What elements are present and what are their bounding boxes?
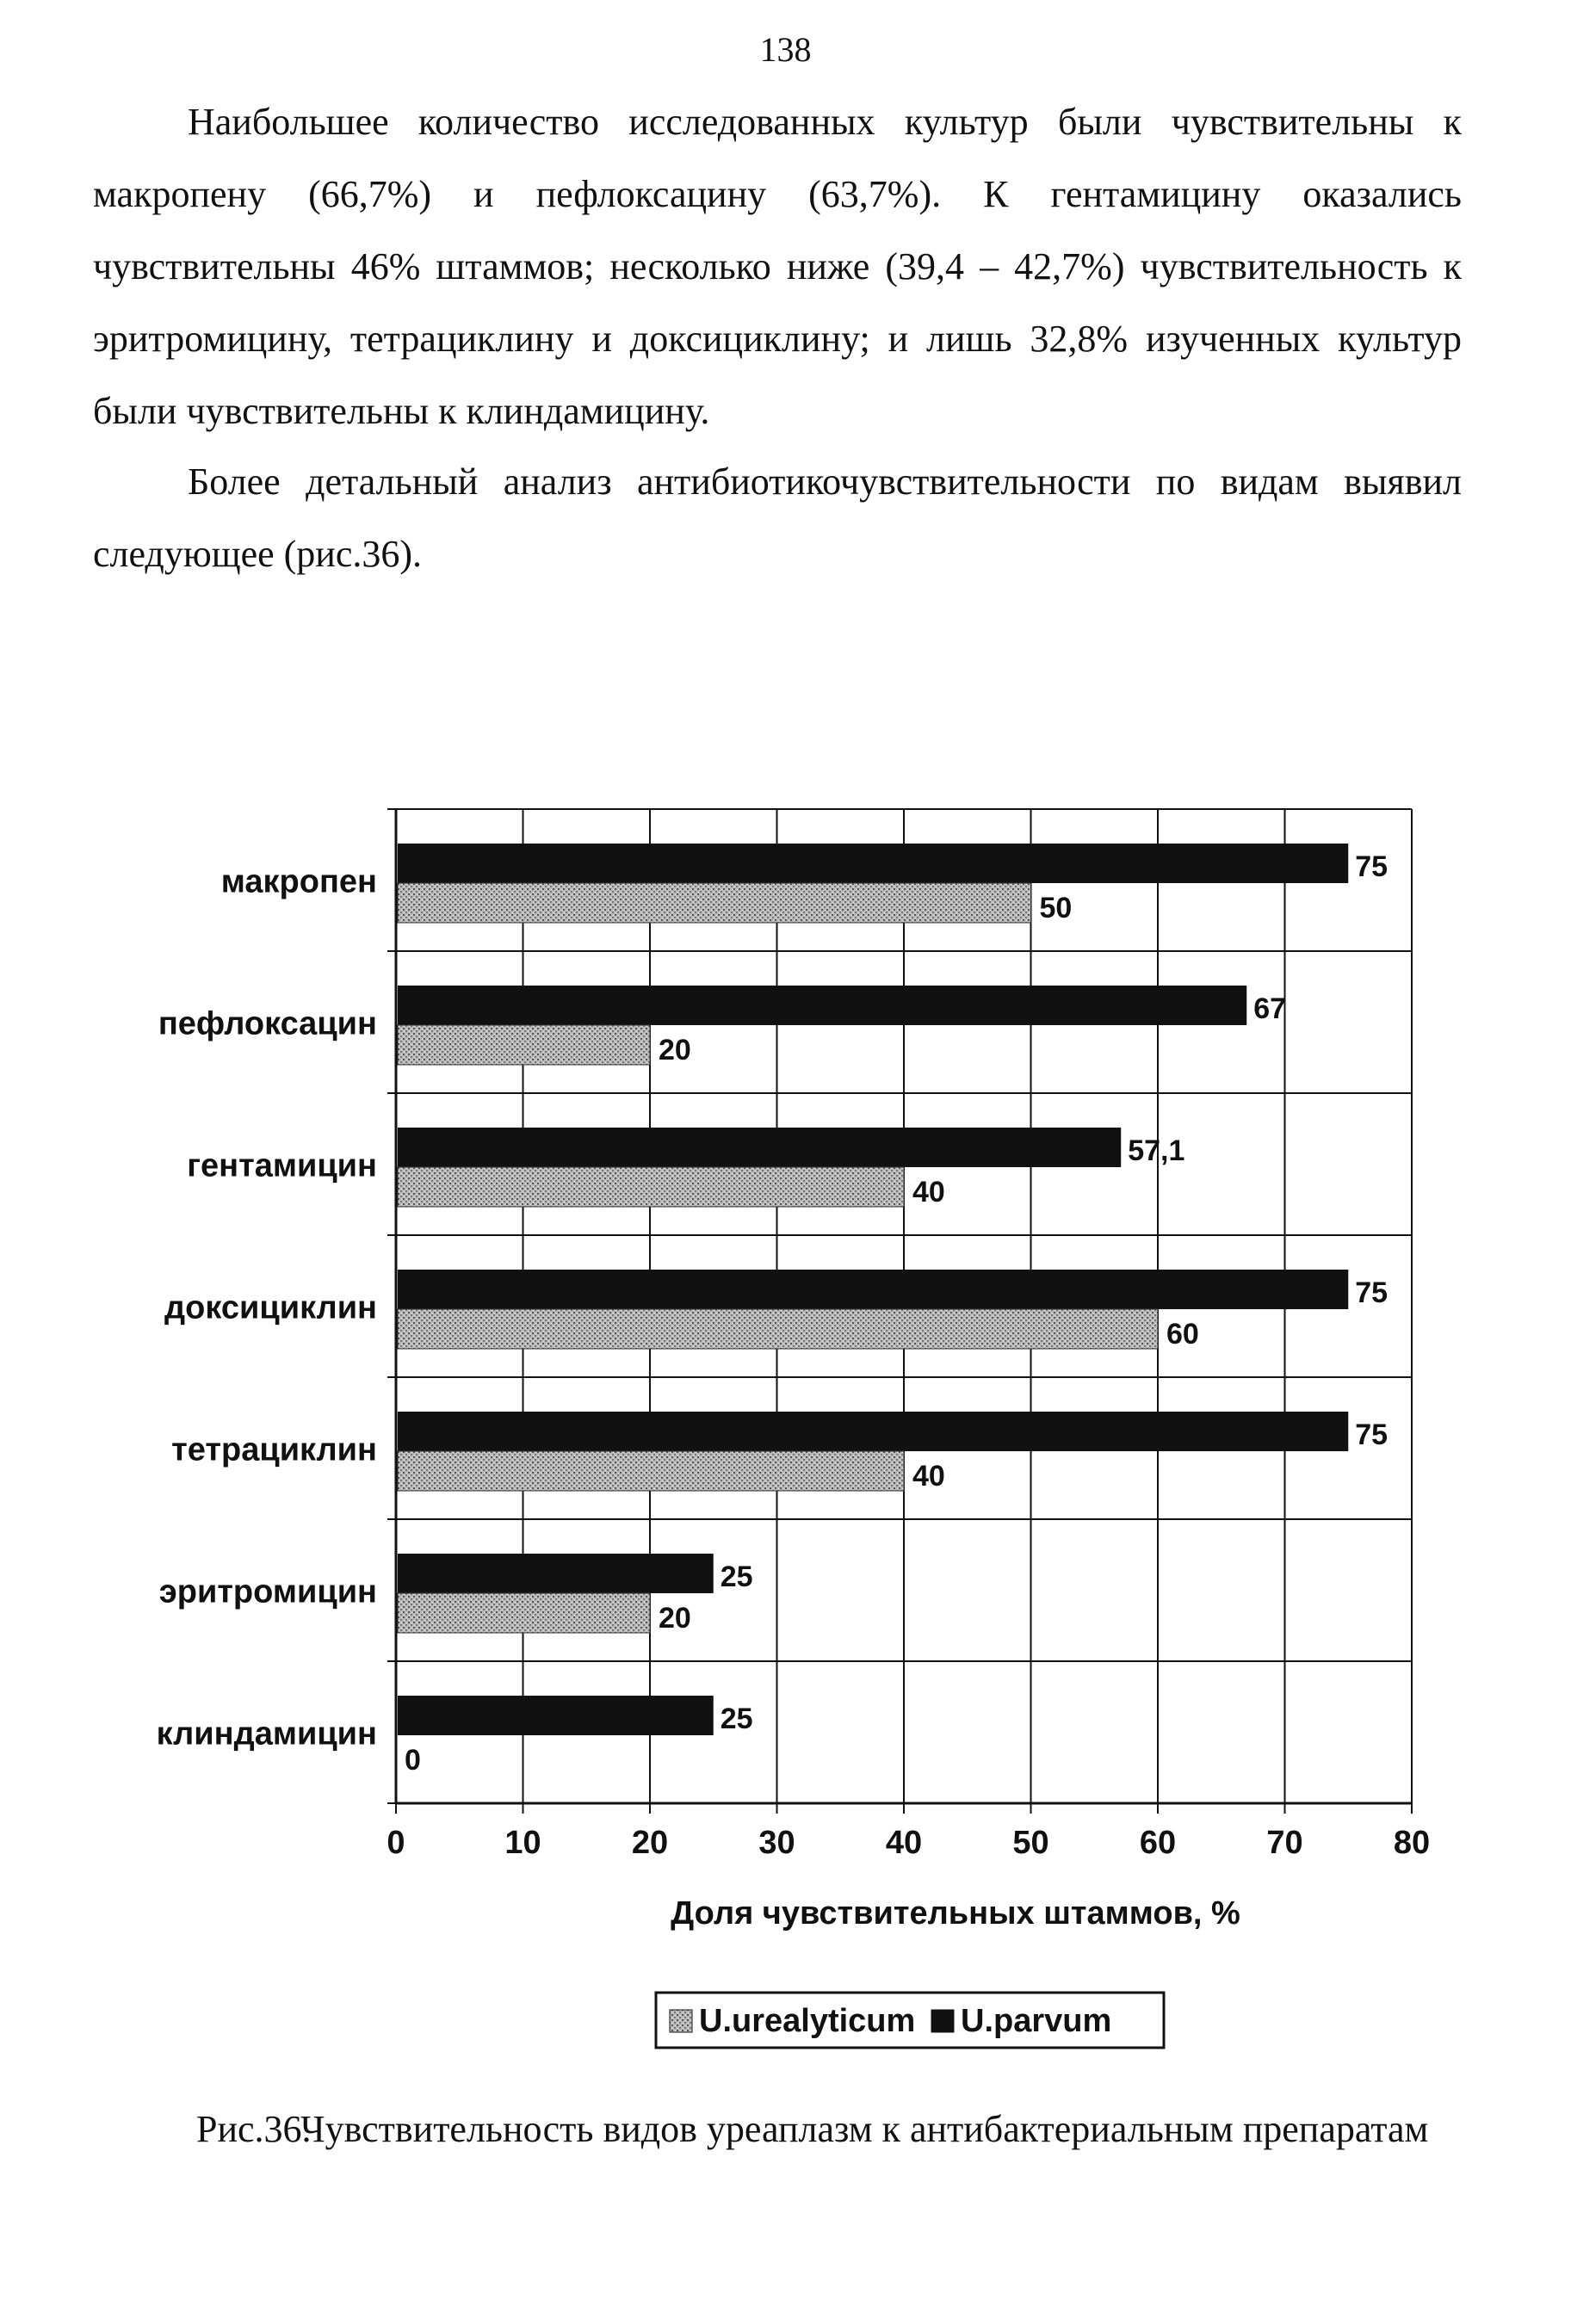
category-label-2: гентамицин: [187, 1147, 377, 1184]
x-tick-label-20: 20: [631, 1825, 669, 1861]
category-label-1: пефлоксацин: [158, 1005, 377, 1042]
bar-parvum-5: [398, 1554, 714, 1593]
data-label-urealyticum-2: 40: [912, 1176, 945, 1208]
category-label-5: эритромицин: [158, 1573, 377, 1610]
data-label-parvum-6: 25: [720, 1703, 753, 1735]
legend-label-1: U.parvum: [961, 2003, 1112, 2039]
chart-legend: [656, 1993, 1164, 2048]
paragraph-1-text: Наибольшее количество исследованных культур были чувствительны к макропену (66,7%) и пефлоксацину (63,7%). К гентамицину оказались чувствительны 46% штаммов; несколько ниже (39,4 – 42,7%) чувствительность к эритромицину, тетрациклину и доксициклину; и лишь 32,8% изученных культур были чувствительны к клиндамицину.: [93, 101, 1462, 432]
data-label-parvum-2: 57,1: [1128, 1134, 1185, 1167]
x-tick-labels: [387, 1825, 1430, 1861]
x-tick-label-60: 60: [1139, 1825, 1177, 1861]
data-label-urealyticum-6: 0: [405, 1744, 421, 1777]
paragraph-1: [93, 86, 1462, 448]
bar-urealyticum-0: [398, 883, 1031, 923]
figure-36: [0, 775, 1571, 2083]
category-labels: [157, 864, 377, 1752]
legend-swatch-1: [931, 2010, 954, 2032]
x-tick-label-0: 0: [387, 1825, 405, 1861]
category-label-4: тетрациклин: [171, 1431, 377, 1468]
data-label-urealyticum-0: 50: [1039, 892, 1073, 924]
data-label-parvum-4: 75: [1355, 1419, 1389, 1451]
data-label-urealyticum-1: 20: [659, 1034, 691, 1066]
category-label-0: макропен: [220, 863, 377, 900]
data-label-parvum-5: 25: [720, 1561, 753, 1593]
bar-chart: [0, 775, 1571, 2083]
bar-parvum-1: [398, 986, 1246, 1025]
data-label-parvum-0: 75: [1355, 850, 1389, 883]
bar-parvum-6: [398, 1696, 714, 1735]
bar-parvum-4: [398, 1412, 1348, 1451]
figure-caption-text: Чувствительность видов уреаплазм к антибактериальным препаратам: [300, 2108, 1429, 2150]
data-label-urealyticum-5: 20: [659, 1602, 691, 1635]
x-tick-label-10: 10: [504, 1825, 541, 1861]
x-tick-label-30: 30: [758, 1825, 795, 1861]
x-tick-label-40: 40: [885, 1825, 923, 1861]
x-tick-label-70: 70: [1266, 1825, 1303, 1861]
bar-parvum-3: [398, 1270, 1348, 1309]
data-label-parvum-3: 75: [1355, 1276, 1389, 1309]
legend-swatch-0: [670, 2010, 692, 2032]
bar-urealyticum-2: [398, 1167, 904, 1207]
bar-urealyticum-4: [398, 1451, 904, 1491]
page-number: 138: [759, 30, 812, 69]
data-label-urealyticum-4: 40: [912, 1460, 945, 1493]
x-tick-label-50: 50: [1012, 1825, 1049, 1861]
category-label-3: доксициклин: [164, 1289, 377, 1326]
paragraph-2: [93, 446, 1462, 590]
figure-caption: [93, 2092, 1470, 2167]
bar-urealyticum-5: [398, 1593, 650, 1633]
x-tick-label-80: 80: [1393, 1825, 1431, 1861]
data-label-parvum-1: 67: [1253, 992, 1287, 1025]
bar-parvum-2: [398, 1128, 1121, 1167]
data-label-urealyticum-3: 60: [1166, 1318, 1199, 1351]
figure-caption-label: Рис.36.: [196, 2108, 312, 2150]
bar-urealyticum-3: [398, 1309, 1158, 1349]
bar-urealyticum-1: [398, 1025, 650, 1065]
category-label-6: клиндамицин: [156, 1715, 377, 1752]
paragraph-2-text: Более детальный анализ антибиотикочувствительности по видам выявил следующее (рис.36).: [93, 460, 1462, 575]
bar-parvum-0: [398, 844, 1348, 883]
x-axis-title: Доля чувствительных штаммов, %: [671, 1895, 1240, 1932]
legend-label-0: U.urealyticum: [699, 2003, 916, 2039]
chart-bars: [398, 844, 1388, 1777]
